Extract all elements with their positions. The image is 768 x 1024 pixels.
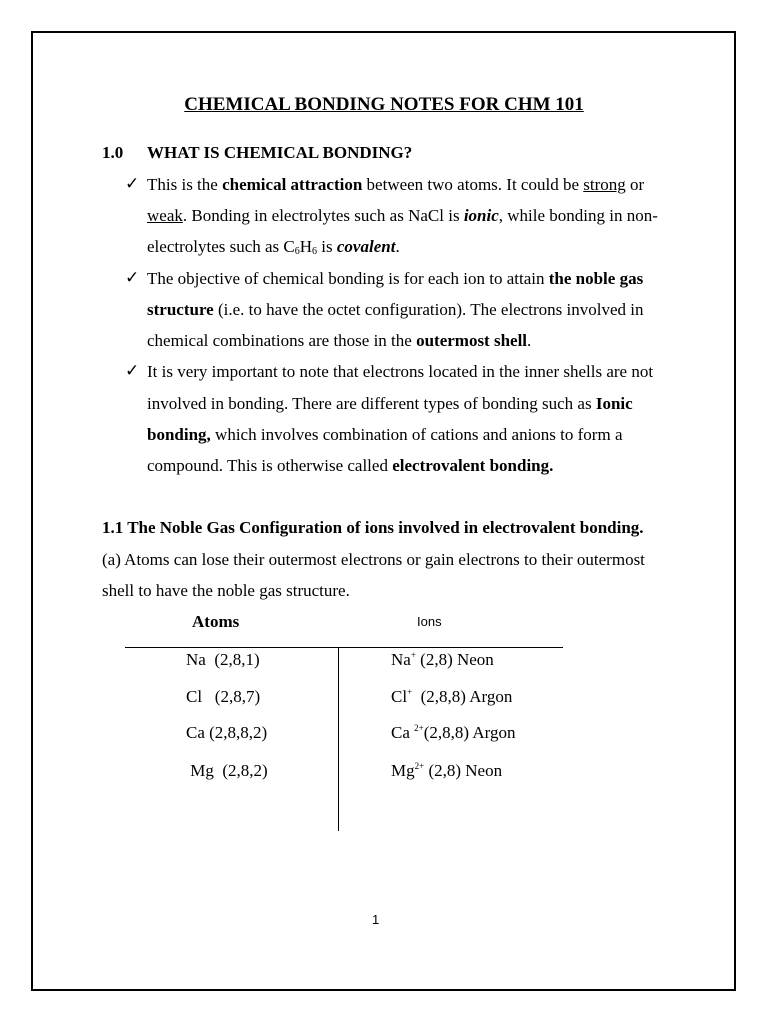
check-icon: ✓ xyxy=(125,268,140,287)
text: (2,8,8) Argon xyxy=(423,723,516,742)
superscript: 2+ xyxy=(414,761,425,771)
table-cell-atom: Mg (2,8,2) xyxy=(186,761,268,780)
text: The objective of chemical bonding is for each ion to attain xyxy=(147,269,549,288)
text: (2,8) Neon xyxy=(415,650,494,669)
section-title: WHAT IS CHEMICAL BONDING? xyxy=(147,143,413,162)
table-cell-atom: Cl (2,8,7) xyxy=(186,687,261,706)
bullet-1-line-2 xyxy=(147,206,658,226)
bullet-1-line-3 xyxy=(147,237,400,257)
table-cell-ion xyxy=(391,761,502,781)
bold-text: Ionic xyxy=(595,394,633,413)
text: is xyxy=(317,237,337,256)
paragraph-line-2: shell to have the noble gas structure. xyxy=(102,581,350,600)
text: (i.e. to have the octet configuration). The electrons involved in xyxy=(213,300,644,319)
subscript: 6 xyxy=(294,246,300,257)
bold-italic-text: covalent xyxy=(336,237,396,256)
text: . xyxy=(527,331,532,350)
bold-text: the noble gas xyxy=(548,269,644,288)
column-header-atoms: Atoms xyxy=(192,612,240,631)
text: (2,8) Neon xyxy=(424,761,503,780)
superscript: 2+ xyxy=(414,723,424,733)
text: H xyxy=(299,237,313,256)
bold-italic-text: ionic xyxy=(463,206,499,225)
check-icon: ✓ xyxy=(125,361,140,380)
text: Cl xyxy=(391,687,408,706)
table-cell-atom: Ca (2,8,8,2) xyxy=(186,723,268,742)
bullet-2-line-2 xyxy=(147,300,643,320)
bullet-2-line-3 xyxy=(147,331,531,351)
bullet-3-line-1: It is very important to note that electrons located in the inner shells are not xyxy=(147,362,654,381)
superscript: + xyxy=(410,650,416,660)
table-cell-atom: Na (2,8,1) xyxy=(186,650,260,669)
bullet-3-line-4 xyxy=(147,456,553,476)
bold-text: electrovalent bonding. xyxy=(392,456,554,475)
document-title: CHEMICAL BONDING NOTES FOR CHM 101 xyxy=(184,94,584,115)
text: which involves combination of cations and anions to form a xyxy=(210,425,623,444)
bold-text: bonding, xyxy=(147,425,211,444)
text: . Bonding in electrolytes such as NaCl is xyxy=(182,206,464,225)
table-cell-ion xyxy=(391,687,512,707)
text: or xyxy=(625,175,645,194)
underlined-text: strong xyxy=(583,175,626,194)
text: (2,8,8) Argon xyxy=(412,687,513,706)
section-number: 1.0 xyxy=(102,143,124,162)
table-cell-ion xyxy=(391,650,494,670)
superscript: + xyxy=(407,687,413,697)
text: electrolytes such as C xyxy=(147,237,295,256)
bold-text: chemical attraction xyxy=(222,175,363,194)
table-cell-ion xyxy=(391,723,515,743)
bullet-2-line-1 xyxy=(147,269,643,289)
text: involved in bonding. There are different types of bonding such as xyxy=(147,394,596,413)
bullet-3-line-2 xyxy=(147,394,633,414)
text: Na xyxy=(391,650,411,669)
table-column-divider xyxy=(338,648,339,831)
text: , while bonding in non- xyxy=(498,206,658,225)
check-icon: ✓ xyxy=(125,174,140,193)
column-header-ions: Ions xyxy=(417,614,442,629)
text: compound. This is otherwise called xyxy=(147,456,393,475)
subscript: 6 xyxy=(312,246,318,257)
text: chemical combinations are those in the xyxy=(147,331,417,350)
text: between two atoms. It could be xyxy=(362,175,584,194)
bullet-1-line-1 xyxy=(147,175,644,195)
bullet-3-line-3 xyxy=(147,425,623,445)
text: Mg xyxy=(391,761,415,780)
section-1-1-heading: 1.1 The Noble Gas Configuration of ions involved in electrovalent bonding. xyxy=(102,518,644,537)
table-header-rule xyxy=(125,647,563,648)
text: . xyxy=(395,237,400,256)
text: This is the xyxy=(147,175,223,194)
paragraph-line-1: (a) Atoms can lose their outermost electrons or gain electrons to their outermost xyxy=(102,550,645,569)
underlined-text: weak xyxy=(147,206,183,225)
bold-text: structure xyxy=(147,300,214,319)
bold-text: outermost shell xyxy=(416,331,528,350)
text: Ca xyxy=(391,723,415,742)
page-number: 1 xyxy=(372,912,380,927)
